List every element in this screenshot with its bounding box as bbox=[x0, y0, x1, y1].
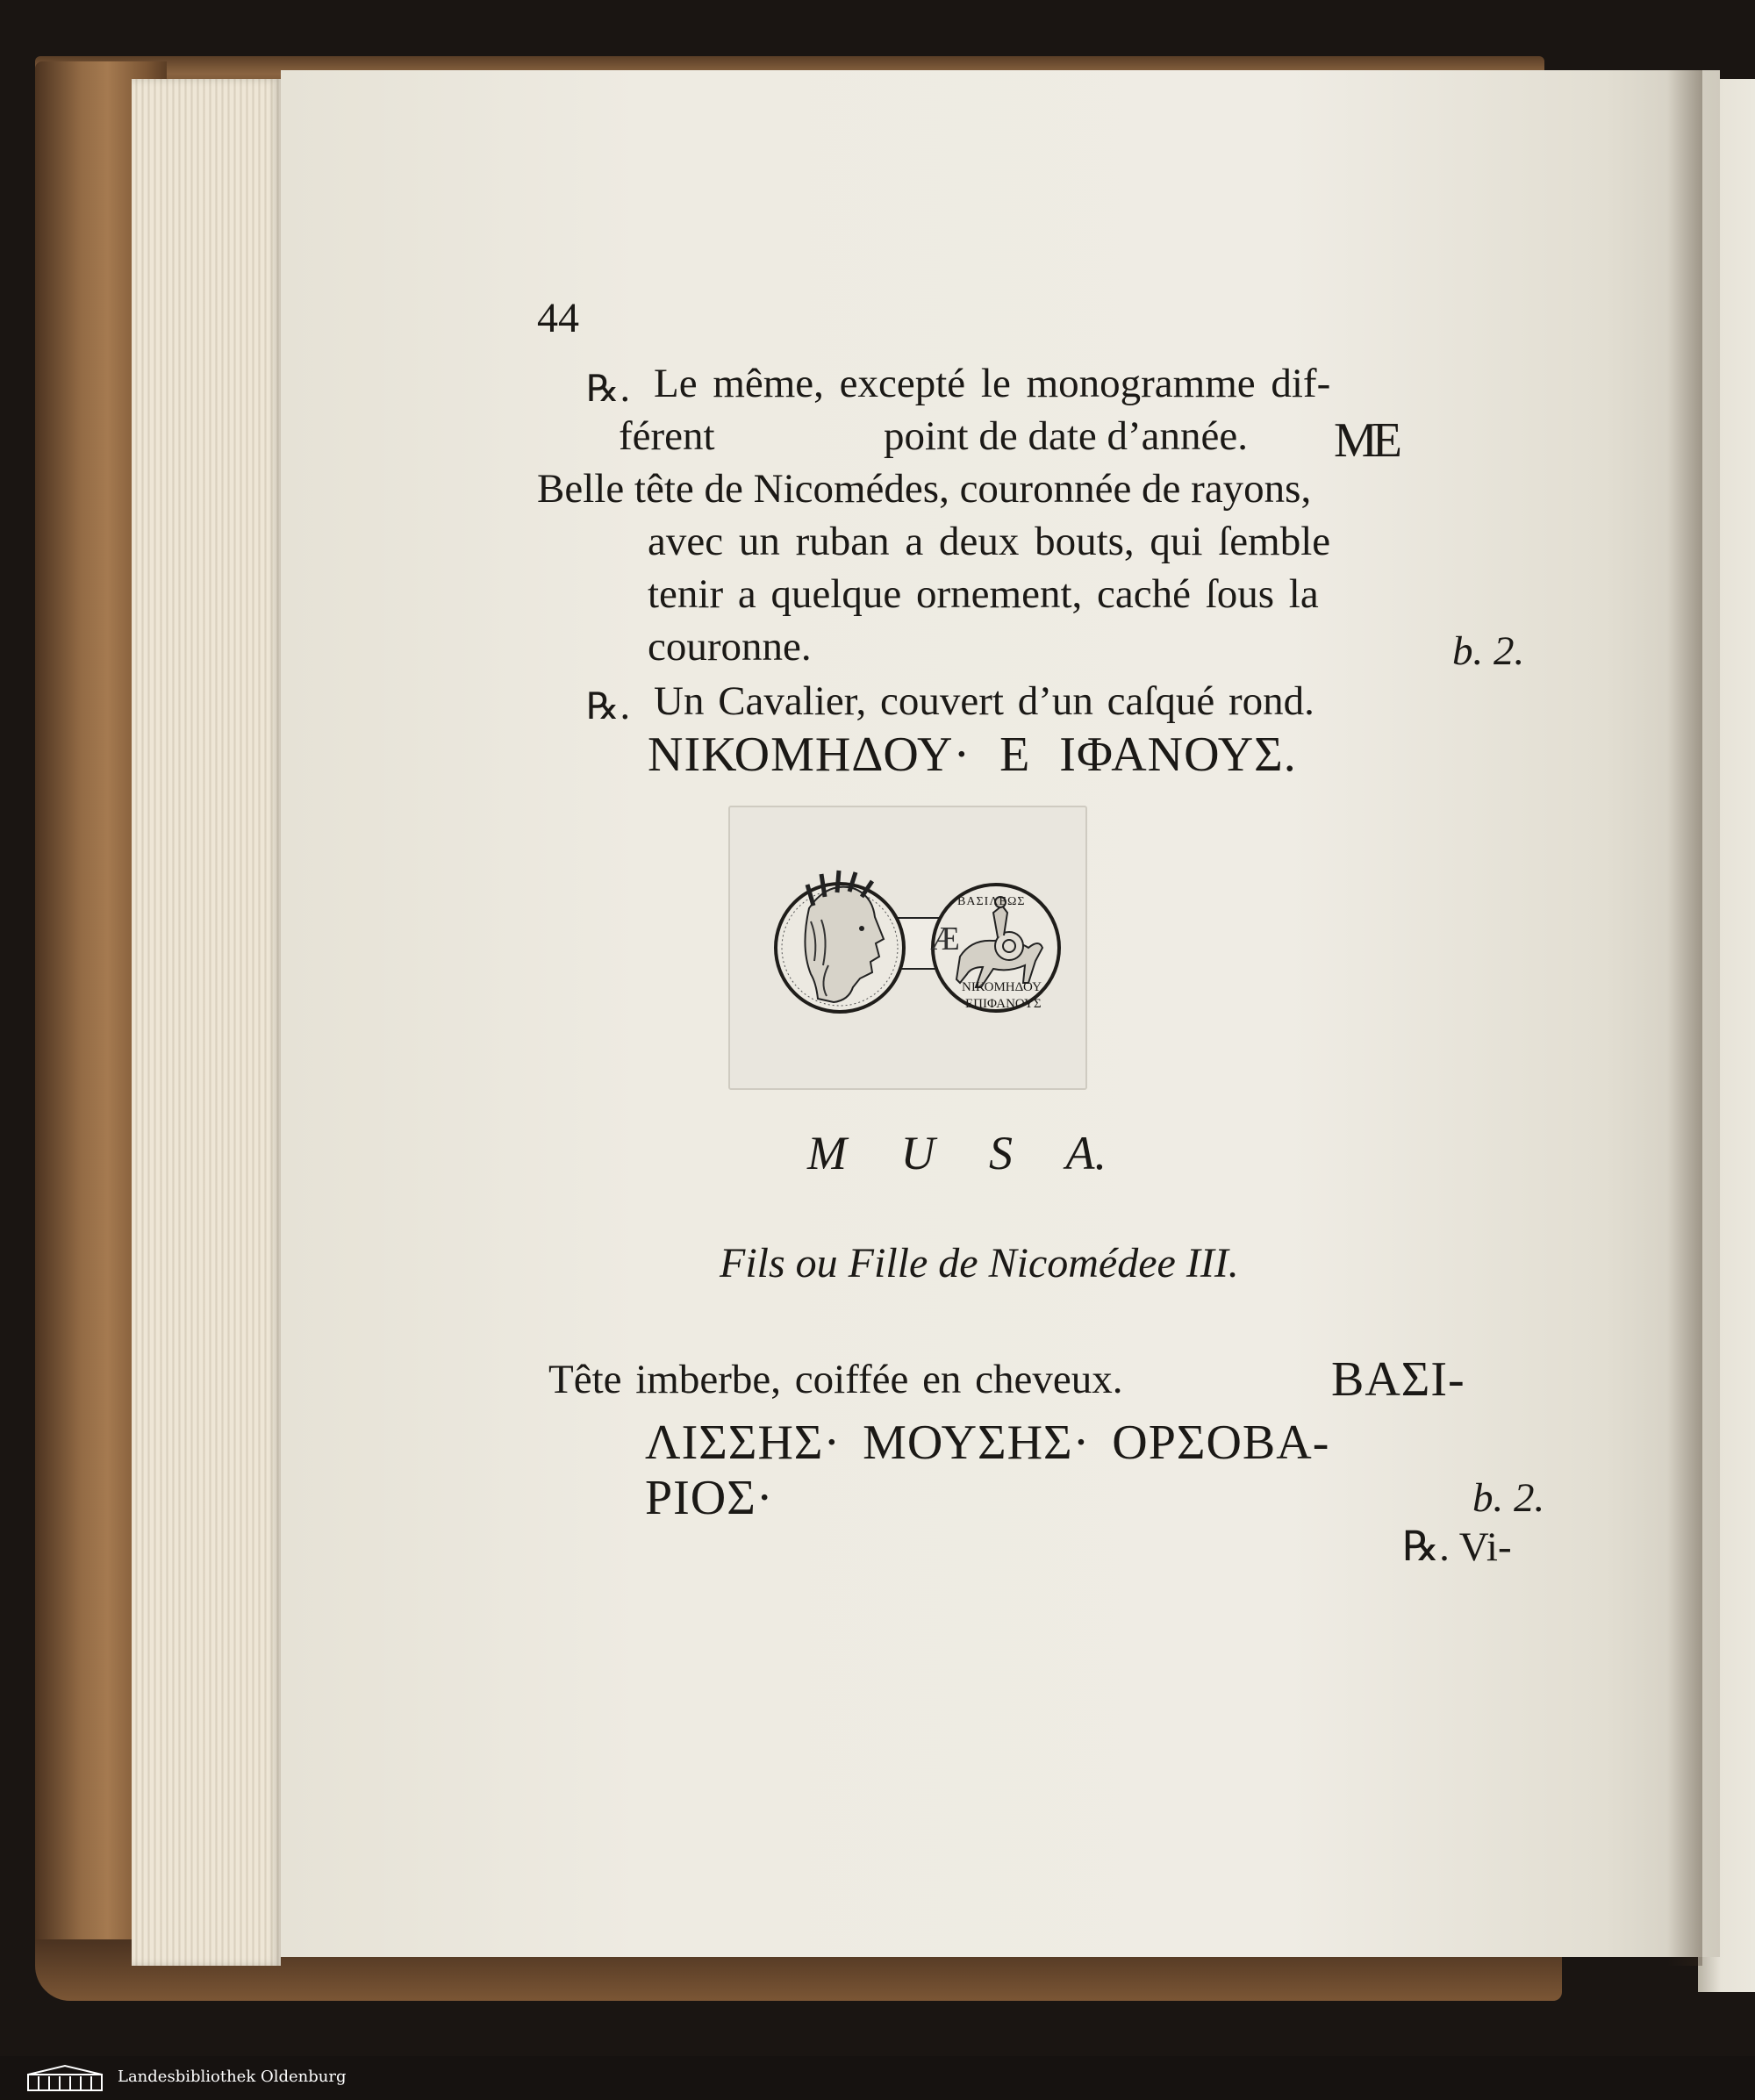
coin-plate bbox=[728, 806, 1087, 1090]
greek-legend: ΒΑΣΙ- bbox=[1331, 1352, 1465, 1407]
text-line: point de date d’année. bbox=[884, 413, 1248, 459]
section-subheading: Fils ou Fille de Nicomédee III. bbox=[720, 1240, 1239, 1287]
text-line: férent bbox=[619, 413, 715, 459]
text-line: couronne. bbox=[648, 624, 812, 670]
reference: b. 2. bbox=[1472, 1475, 1545, 1521]
text-line: Belle tête de Nicomédes, couronnée de rayons, bbox=[537, 466, 1312, 512]
coin-legend-bottom-2: ΕΠΙΦΑΝΟΥΣ bbox=[965, 997, 1042, 1011]
coin-legend-bottom-1: ΝΙΚΟΜΗΔΟΥ bbox=[962, 980, 1042, 994]
text-line: avec un ruban a deux bouts, qui ſemble bbox=[648, 519, 1331, 564]
greek-legend: ΛΙΣΣΗΣ· ΜΟΥΣΗΣ· ΟΡΣΟΒΑ- bbox=[645, 1416, 1330, 1470]
text-line: Tête imberbe, coiffée en cheveux. bbox=[548, 1357, 1123, 1402]
catchword: ℞. Vi- bbox=[1402, 1524, 1512, 1570]
page-number: 44 bbox=[537, 295, 579, 341]
text-line: Le même, excepté le monogramme dif- bbox=[654, 361, 1331, 406]
reference: b. 2. bbox=[1452, 628, 1525, 674]
library-logo bbox=[25, 2064, 105, 2092]
metal-mark: Æ bbox=[930, 921, 960, 957]
text-line: tenir a quelque ornement, caché ſous la bbox=[648, 571, 1319, 617]
gutter-shadow bbox=[1667, 70, 1702, 1966]
coin-legend-top: ΒΑΣΙΛΕΩΣ bbox=[957, 895, 1026, 908]
section-heading: M U S A. bbox=[807, 1127, 1107, 1179]
monogram: ME bbox=[1334, 413, 1397, 468]
recto-symbol: ℞. bbox=[586, 684, 632, 727]
page-edges bbox=[132, 79, 281, 1966]
greek-legend: ΝΙΚΟΜΗΔΟΥ· Ε ΙΦΑΝΟΥΣ. bbox=[648, 727, 1297, 782]
obverse-coin bbox=[776, 871, 904, 1012]
text-line: Un Cavalier, couvert d’un caſqué rond. bbox=[654, 678, 1314, 724]
library-name: Landesbibliothek Oldenburg bbox=[118, 2068, 347, 2086]
recto-symbol: ℞. bbox=[586, 367, 632, 410]
greek-legend: ΡΙΟΣ· bbox=[645, 1471, 774, 1525]
